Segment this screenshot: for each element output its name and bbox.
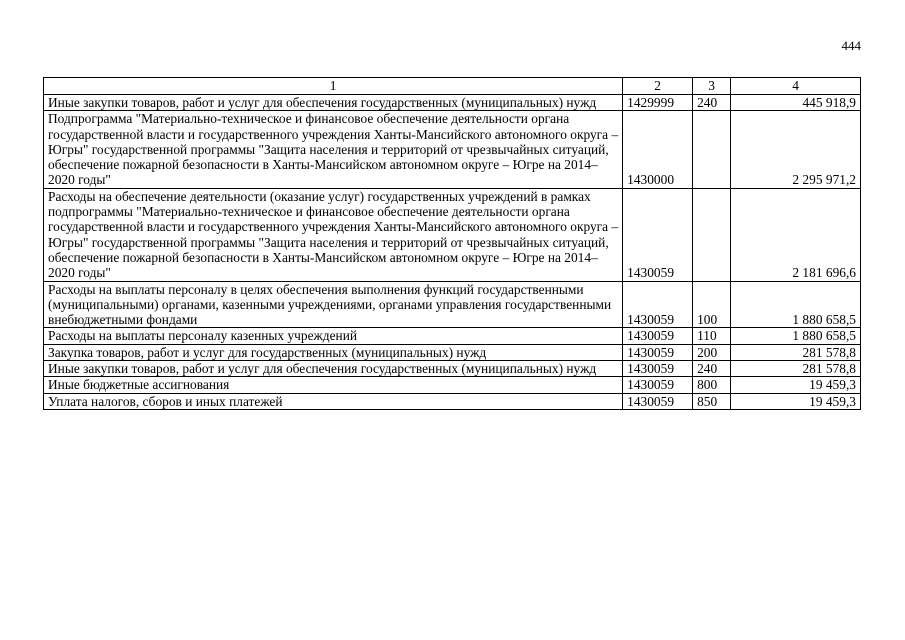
table-row [44,344,861,360]
row-expense-type: 850 [693,393,731,409]
row-code: 1430059 [623,281,693,328]
row-name: Расходы на выплаты персоналу в целях обеспечения выполнения функций государственными (муниципальными) органами, казенными учреждениями, органами управления государственными внебюджетными фондами [44,281,623,328]
table-row [44,95,861,111]
page-number: 444 [841,38,861,53]
row-expense-type: 100 [693,281,731,328]
row-name: Подпрограмма "Материально-техническое и финансовое обеспечение деятельности органа государственной власти и государственного учреждения Ханты-Мансийского автономного округа – Югры" государственной программы "Защита населения и территорий от чрезвычайных ситуаций, обеспечение пожарной безопасности в Ханты-Мансийском автономном округе – Югре на 2014–2020 годы" [44,111,623,188]
table-row [44,111,861,188]
row-expense-type: 200 [693,344,731,360]
row-name: Иные бюджетные ассигнования [44,377,623,393]
row-name: Уплата налогов, сборов и иных платежей [44,393,623,409]
row-expense-type [693,188,731,281]
row-amount: 19 459,3 [731,377,861,393]
row-code: 1430059 [623,188,693,281]
row-expense-type: 240 [693,95,731,111]
row-code: 1430059 [623,361,693,377]
row-expense-type: 240 [693,361,731,377]
row-amount: 445 918,9 [731,95,861,111]
row-name: Расходы на обеспечение деятельности (оказание услуг) государственных учреждений в рамках подпрограммы "Материально-техническое и финансовое обеспечение деятельности органа государственной власти и государственного учреждения Ханты-Мансийского автономного округа – Югры" государственной программы "Защита населения и территорий от чрезвычайных ситуаций, обеспечение пожарной безопасности в Ханты-Мансийском автономном округе – Югре на 2014–2020 годы" [44,188,623,281]
table-row [44,281,861,328]
row-code: 1430059 [623,377,693,393]
column-header-name: 1 [44,78,623,95]
row-amount: 1 880 658,5 [731,328,861,344]
column-header-code: 2 [623,78,693,95]
table-row [44,393,861,409]
row-amount: 2 181 696,6 [731,188,861,281]
row-name: Расходы на выплаты персоналу казенных учреждений [44,328,623,344]
row-expense-type: 110 [693,328,731,344]
row-name: Иные закупки товаров, работ и услуг для обеспечения государственных (муниципальных) нужд [44,361,623,377]
table-header-row [44,78,861,95]
row-expense-type [693,111,731,188]
row-code: 1430000 [623,111,693,188]
column-header-expense-type: 3 [693,78,731,95]
row-code: 1430059 [623,393,693,409]
budget-table [43,77,861,410]
row-amount: 281 578,8 [731,344,861,360]
row-amount: 1 880 658,5 [731,281,861,328]
row-code: 1429999 [623,95,693,111]
table-row [44,377,861,393]
row-amount: 2 295 971,2 [731,111,861,188]
row-code: 1430059 [623,344,693,360]
row-amount: 281 578,8 [731,361,861,377]
row-name: Закупка товаров, работ и услуг для государственных (муниципальных) нужд [44,344,623,360]
column-header-amount: 4 [731,78,861,95]
row-code: 1430059 [623,328,693,344]
row-name: Иные закупки товаров, работ и услуг для обеспечения государственных (муниципальных) нужд [44,95,623,111]
table-row [44,188,861,281]
row-expense-type: 800 [693,377,731,393]
row-amount: 19 459,3 [731,393,861,409]
table-row [44,361,861,377]
table-row [44,328,861,344]
